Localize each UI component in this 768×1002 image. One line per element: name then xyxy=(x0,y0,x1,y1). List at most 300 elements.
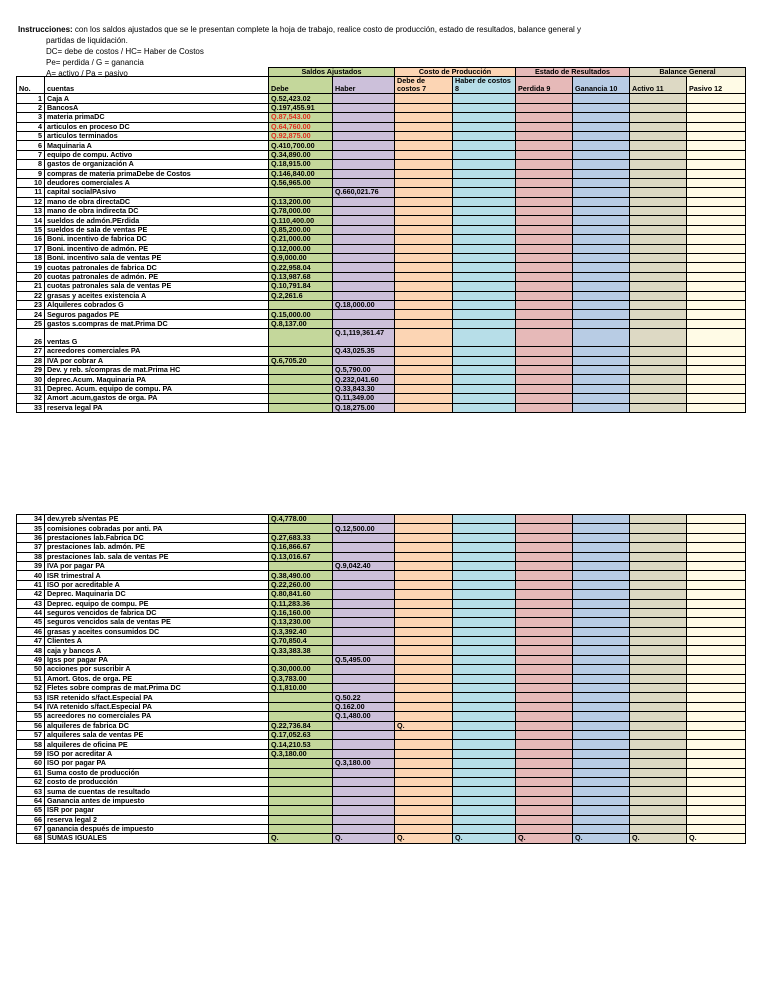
account-name-cell: alquileres de fabrica DC xyxy=(45,721,269,730)
table-row xyxy=(17,347,746,356)
haber-cell: Q.5,790.00 xyxy=(333,365,395,374)
row-number: 33 xyxy=(17,403,45,412)
header-pasivo: Pasivo 12 xyxy=(687,77,746,94)
debe-costos-cell xyxy=(395,777,453,786)
account-name-cell: IVA por pagar PA xyxy=(45,561,269,570)
pasivo-cell xyxy=(687,225,746,234)
account-name-cell: acciones por suscribir A xyxy=(45,665,269,674)
account-name-cell: acreedores comerciales PA xyxy=(45,347,269,356)
haber-costos-cell xyxy=(453,347,516,356)
haber-costos-cell xyxy=(453,806,516,815)
row-number: 15 xyxy=(17,225,45,234)
account-name-cell: cuotas patronales sala de ventas PE xyxy=(45,282,269,291)
perdida-cell xyxy=(516,590,573,599)
table-row xyxy=(17,796,746,805)
debe-costos-cell xyxy=(395,291,453,300)
table-row xyxy=(17,310,746,319)
ganancia-cell xyxy=(573,113,630,122)
account-name-cell: materia primaDC xyxy=(45,113,269,122)
debe-cell xyxy=(269,347,333,356)
row-number: 27 xyxy=(17,347,45,356)
debe-cell: Q.78,000.00 xyxy=(269,207,333,216)
activo-cell xyxy=(630,533,687,542)
activo-cell xyxy=(630,178,687,187)
activo-cell xyxy=(630,702,687,711)
table-row xyxy=(17,552,746,561)
debe-cell: Q.15,000.00 xyxy=(269,310,333,319)
debe-costos-cell xyxy=(395,329,453,347)
haber-costos-cell xyxy=(453,319,516,328)
account-name-cell: dev.yreb s/ventas PE xyxy=(45,515,269,524)
table-row xyxy=(17,235,746,244)
debe-costos-cell xyxy=(395,235,453,244)
debe-cell xyxy=(269,796,333,805)
pasivo-cell xyxy=(687,815,746,824)
header-no: No. xyxy=(17,77,45,94)
activo-cell xyxy=(630,403,687,412)
pasivo-cell xyxy=(687,216,746,225)
pasivo-cell xyxy=(687,103,746,112)
ganancia-cell xyxy=(573,806,630,815)
haber-cell xyxy=(333,291,395,300)
row-number: 58 xyxy=(17,740,45,749)
activo-cell xyxy=(630,655,687,664)
debe-cell: Q.110,400.00 xyxy=(269,216,333,225)
debe-cell: Q.14,210.53 xyxy=(269,740,333,749)
account-name-cell: IVA por cobrar A xyxy=(45,356,269,365)
activo-cell xyxy=(630,740,687,749)
table-row xyxy=(17,580,746,589)
haber-costos-cell xyxy=(453,515,516,524)
account-name-cell: grasas y aceites existencia A xyxy=(45,291,269,300)
activo-cell xyxy=(630,824,687,833)
debe-cell xyxy=(269,787,333,796)
row-number: 59 xyxy=(17,749,45,758)
table-row xyxy=(17,375,746,384)
haber-costos-cell xyxy=(453,702,516,711)
perdida-cell xyxy=(516,150,573,159)
haber-costos-cell xyxy=(453,384,516,393)
row-number: 42 xyxy=(17,590,45,599)
row-number: 67 xyxy=(17,824,45,833)
ganancia-cell xyxy=(573,684,630,693)
row-number: 6 xyxy=(17,141,45,150)
perdida-cell xyxy=(516,263,573,272)
account-name-cell: articulos terminados xyxy=(45,131,269,140)
row-number: 24 xyxy=(17,310,45,319)
debe-cell: Q.11,283.36 xyxy=(269,599,333,608)
table-row xyxy=(17,824,746,833)
account-name-cell: Seguros pagados PE xyxy=(45,310,269,319)
debe-costos-cell xyxy=(395,646,453,655)
activo-cell xyxy=(630,637,687,646)
account-name-cell: sueldos de admón.PErdida xyxy=(45,216,269,225)
perdida-cell xyxy=(516,637,573,646)
ganancia-cell xyxy=(573,254,630,263)
pasivo-cell xyxy=(687,131,746,140)
debe-costos-cell xyxy=(395,561,453,570)
debe-costos-cell xyxy=(395,787,453,796)
account-name-cell: Caja A xyxy=(45,94,269,103)
haber-cell xyxy=(333,310,395,319)
row-number: 60 xyxy=(17,759,45,768)
group-saldos-ajustados: Saldos Ajustados xyxy=(269,68,395,77)
account-name-cell: Dev. y reb. s/compras de mat.Prima HC xyxy=(45,365,269,374)
instructions-line2: partidas de liquidación. xyxy=(46,36,128,45)
row-number: 65 xyxy=(17,806,45,815)
debe-cell: Q.9,000.00 xyxy=(269,254,333,263)
account-name-cell: deprec.Acum. Maquinaria PA xyxy=(45,375,269,384)
activo-cell xyxy=(630,749,687,758)
row-number: 23 xyxy=(17,300,45,309)
perdida-cell xyxy=(516,515,573,524)
haber-costos-cell xyxy=(453,282,516,291)
row-number: 45 xyxy=(17,618,45,627)
activo-cell xyxy=(630,561,687,570)
pasivo-cell xyxy=(687,347,746,356)
debe-cell: Q.80,841.60 xyxy=(269,590,333,599)
haber-costos-cell xyxy=(453,150,516,159)
perdida-cell xyxy=(516,403,573,412)
debe-cell: Q.3,783.00 xyxy=(269,674,333,683)
activo-cell xyxy=(630,254,687,263)
account-name-cell: Boni. incentivo sala de ventas PE xyxy=(45,254,269,263)
activo-cell xyxy=(630,94,687,103)
perdida-cell: Q. xyxy=(516,834,573,843)
perdida-cell xyxy=(516,599,573,608)
row-number: 12 xyxy=(17,197,45,206)
pasivo-cell xyxy=(687,543,746,552)
debe-costos-cell: Q. xyxy=(395,834,453,843)
ganancia-cell: Q. xyxy=(573,834,630,843)
activo-cell xyxy=(630,384,687,393)
table-row xyxy=(17,169,746,178)
perdida-cell xyxy=(516,375,573,384)
ganancia-cell xyxy=(573,796,630,805)
ganancia-cell xyxy=(573,674,630,683)
debe-cell: Q.38,490.00 xyxy=(269,571,333,580)
haber-cell: Q.12,500.00 xyxy=(333,524,395,533)
row-number: 22 xyxy=(17,291,45,300)
haber-cell: Q.1,480.00 xyxy=(333,712,395,721)
perdida-cell xyxy=(516,319,573,328)
perdida-cell xyxy=(516,207,573,216)
table-row xyxy=(17,244,746,253)
debe-cell: Q.22,260.00 xyxy=(269,580,333,589)
perdida-cell xyxy=(516,787,573,796)
debe-costos-cell xyxy=(395,150,453,159)
debe-costos-cell xyxy=(395,740,453,749)
debe-cell xyxy=(269,768,333,777)
table-row xyxy=(17,684,746,693)
debe-costos-cell xyxy=(395,655,453,664)
haber-costos-cell xyxy=(453,197,516,206)
pasivo-cell xyxy=(687,291,746,300)
row-number: 35 xyxy=(17,524,45,533)
activo-cell xyxy=(630,244,687,253)
header-cuentas: cuentas xyxy=(45,77,269,94)
debe-costos-cell xyxy=(395,571,453,580)
haber-costos-cell xyxy=(453,599,516,608)
haber-costos-cell xyxy=(453,263,516,272)
haber-cell: Q.9,042.40 xyxy=(333,561,395,570)
table-row xyxy=(17,627,746,636)
ganancia-cell xyxy=(573,188,630,197)
row-number: 64 xyxy=(17,796,45,805)
account-name-cell: comisiones cobradas por anti. PA xyxy=(45,524,269,533)
debe-cell: Q.2,261.6 xyxy=(269,291,333,300)
pasivo-cell xyxy=(687,365,746,374)
activo-cell xyxy=(630,684,687,693)
haber-cell xyxy=(333,160,395,169)
debe-costos-cell xyxy=(395,749,453,758)
ganancia-cell xyxy=(573,693,630,702)
haber-cell xyxy=(333,150,395,159)
haber-cell: Q.50.22 xyxy=(333,693,395,702)
pasivo-cell xyxy=(687,561,746,570)
activo-cell xyxy=(630,141,687,150)
account-name-cell: alquileres sala de ventas PE xyxy=(45,730,269,739)
table-row xyxy=(17,665,746,674)
debe-cell: Q.16,160.00 xyxy=(269,608,333,617)
debe-costos-cell xyxy=(395,768,453,777)
row-number: 40 xyxy=(17,571,45,580)
account-name-cell: Suma costo de producción xyxy=(45,768,269,777)
perdida-cell xyxy=(516,552,573,561)
haber-costos-cell xyxy=(453,300,516,309)
haber-costos-cell xyxy=(453,637,516,646)
haber-cell xyxy=(333,740,395,749)
ganancia-cell xyxy=(573,310,630,319)
ganancia-cell xyxy=(573,712,630,721)
ganancia-cell xyxy=(573,329,630,347)
table-row xyxy=(17,113,746,122)
perdida-cell xyxy=(516,141,573,150)
activo-cell xyxy=(630,777,687,786)
row-number: 18 xyxy=(17,254,45,263)
row-number: 54 xyxy=(17,702,45,711)
debe-cell xyxy=(269,693,333,702)
debe-costos-cell xyxy=(395,160,453,169)
debe-cell: Q.12,000.00 xyxy=(269,244,333,253)
row-number: 61 xyxy=(17,768,45,777)
account-name-cell: prestaciones lab. admón. PE xyxy=(45,543,269,552)
pasivo-cell xyxy=(687,235,746,244)
activo-cell xyxy=(630,225,687,234)
pasivo-cell xyxy=(687,721,746,730)
activo-cell xyxy=(630,291,687,300)
haber-costos-cell xyxy=(453,712,516,721)
perdida-cell xyxy=(516,282,573,291)
row-number: 8 xyxy=(17,160,45,169)
haber-cell: Q.232,041.60 xyxy=(333,375,395,384)
pasivo-cell xyxy=(687,806,746,815)
activo-cell xyxy=(630,608,687,617)
account-name-cell: Fletes sobre compras de mat.Prima DC xyxy=(45,684,269,693)
table-row xyxy=(17,131,746,140)
haber-costos-cell xyxy=(453,394,516,403)
activo-cell xyxy=(630,524,687,533)
ganancia-cell xyxy=(573,207,630,216)
pasivo-cell xyxy=(687,768,746,777)
ganancia-cell xyxy=(573,590,630,599)
activo-cell xyxy=(630,197,687,206)
header-haber: Haber xyxy=(333,77,395,94)
haber-cell xyxy=(333,608,395,617)
row-number: 1 xyxy=(17,94,45,103)
activo-cell xyxy=(630,347,687,356)
debe-cell: Q.22,958.04 xyxy=(269,263,333,272)
row-number: 48 xyxy=(17,646,45,655)
haber-costos-cell xyxy=(453,103,516,112)
row-number: 44 xyxy=(17,608,45,617)
debe-costos-cell xyxy=(395,310,453,319)
perdida-cell xyxy=(516,796,573,805)
debe-costos-cell xyxy=(395,637,453,646)
table-row xyxy=(17,533,746,542)
account-name-cell: cuotas patronales de admón. PE xyxy=(45,272,269,281)
perdida-cell xyxy=(516,759,573,768)
activo-cell xyxy=(630,552,687,561)
row-number: 29 xyxy=(17,365,45,374)
debe-costos-cell xyxy=(395,178,453,187)
row-number: 2 xyxy=(17,103,45,112)
perdida-cell xyxy=(516,131,573,140)
ganancia-cell xyxy=(573,150,630,159)
haber-cell xyxy=(333,599,395,608)
account-name-cell: equipo de compu. Activo xyxy=(45,150,269,159)
haber-costos-cell xyxy=(453,749,516,758)
debe-cell xyxy=(269,824,333,833)
row-number: 57 xyxy=(17,730,45,739)
haber-costos-cell xyxy=(453,730,516,739)
activo-cell xyxy=(630,216,687,225)
debe-cell: Q.27,683.33 xyxy=(269,533,333,542)
row-number: 28 xyxy=(17,356,45,365)
haber-cell xyxy=(333,749,395,758)
debe-costos-cell xyxy=(395,384,453,393)
perdida-cell xyxy=(516,684,573,693)
row-number: 46 xyxy=(17,627,45,636)
perdida-cell xyxy=(516,608,573,617)
haber-cell xyxy=(333,319,395,328)
pasivo-cell xyxy=(687,712,746,721)
perdida-cell xyxy=(516,310,573,319)
ganancia-cell xyxy=(573,356,630,365)
perdida-cell xyxy=(516,122,573,131)
pasivo-cell xyxy=(687,674,746,683)
haber-cell xyxy=(333,272,395,281)
ganancia-cell xyxy=(573,655,630,664)
activo-cell xyxy=(630,571,687,580)
haber-cell xyxy=(333,207,395,216)
haber-cell xyxy=(333,571,395,580)
haber-costos-cell xyxy=(453,618,516,627)
table-row xyxy=(17,197,746,206)
debe-cell: Q.87,543.00 xyxy=(269,113,333,122)
ganancia-cell xyxy=(573,160,630,169)
account-name-cell: ganancia después de impuesto xyxy=(45,824,269,833)
ganancia-cell xyxy=(573,665,630,674)
debe-costos-cell xyxy=(395,141,453,150)
haber-costos-cell xyxy=(453,590,516,599)
account-name-cell: costo de producción xyxy=(45,777,269,786)
worksheet-table-top xyxy=(16,67,746,413)
table-row xyxy=(17,207,746,216)
row-number: 14 xyxy=(17,216,45,225)
haber-cell xyxy=(333,533,395,542)
debe-costos-cell xyxy=(395,122,453,131)
pasivo-cell xyxy=(687,356,746,365)
debe-costos-cell xyxy=(395,356,453,365)
table-row xyxy=(17,721,746,730)
debe-costos-cell xyxy=(395,207,453,216)
ganancia-cell xyxy=(573,740,630,749)
debe-cell: Q.22,736.84 xyxy=(269,721,333,730)
ganancia-cell xyxy=(573,721,630,730)
row-number: 37 xyxy=(17,543,45,552)
haber-cell xyxy=(333,730,395,739)
debe-costos-cell xyxy=(395,618,453,627)
haber-costos-cell xyxy=(453,533,516,542)
debe-cell: Q.410,700.00 xyxy=(269,141,333,150)
table-row xyxy=(17,787,746,796)
debe-costos-cell xyxy=(395,674,453,683)
debe-cell: Q.6,705.20 xyxy=(269,356,333,365)
haber-costos-cell: Q. xyxy=(453,834,516,843)
debe-costos-cell xyxy=(395,188,453,197)
account-name-cell: caja y bancos A xyxy=(45,646,269,655)
ganancia-cell xyxy=(573,637,630,646)
row-number: 39 xyxy=(17,561,45,570)
account-name-cell: Boni. incentivo de fabrica DC xyxy=(45,235,269,244)
haber-cell xyxy=(333,768,395,777)
ganancia-cell xyxy=(573,263,630,272)
ganancia-cell xyxy=(573,618,630,627)
debe-cell: Q.146,840.00 xyxy=(269,169,333,178)
haber-cell xyxy=(333,684,395,693)
pasivo-cell xyxy=(687,590,746,599)
pasivo-cell xyxy=(687,599,746,608)
haber-cell xyxy=(333,254,395,263)
debe-costos-cell xyxy=(395,394,453,403)
perdida-cell xyxy=(516,646,573,655)
activo-cell xyxy=(630,375,687,384)
row-number: 38 xyxy=(17,552,45,561)
activo-cell xyxy=(630,768,687,777)
instructions-text: con los saldos ajustados que se le presentan complete la hoja de trabajo, realice costo de producción, estado de resultados, balance general y xyxy=(72,25,582,34)
haber-cell xyxy=(333,103,395,112)
haber-costos-cell xyxy=(453,740,516,749)
haber-cell xyxy=(333,244,395,253)
debe-cell: Q.8,137.00 xyxy=(269,319,333,328)
pasivo-cell xyxy=(687,627,746,636)
activo-cell xyxy=(630,759,687,768)
perdida-cell xyxy=(516,188,573,197)
activo-cell xyxy=(630,103,687,112)
table-row xyxy=(17,515,746,524)
haber-cell xyxy=(333,113,395,122)
haber-cell xyxy=(333,806,395,815)
debe-cell xyxy=(269,384,333,393)
haber-costos-cell xyxy=(453,169,516,178)
perdida-cell xyxy=(516,561,573,570)
haber-cell xyxy=(333,131,395,140)
perdida-cell xyxy=(516,178,573,187)
account-name-cell: IVA retenido s/fact.Especial PA xyxy=(45,702,269,711)
haber-costos-cell xyxy=(453,777,516,786)
table-row xyxy=(17,730,746,739)
